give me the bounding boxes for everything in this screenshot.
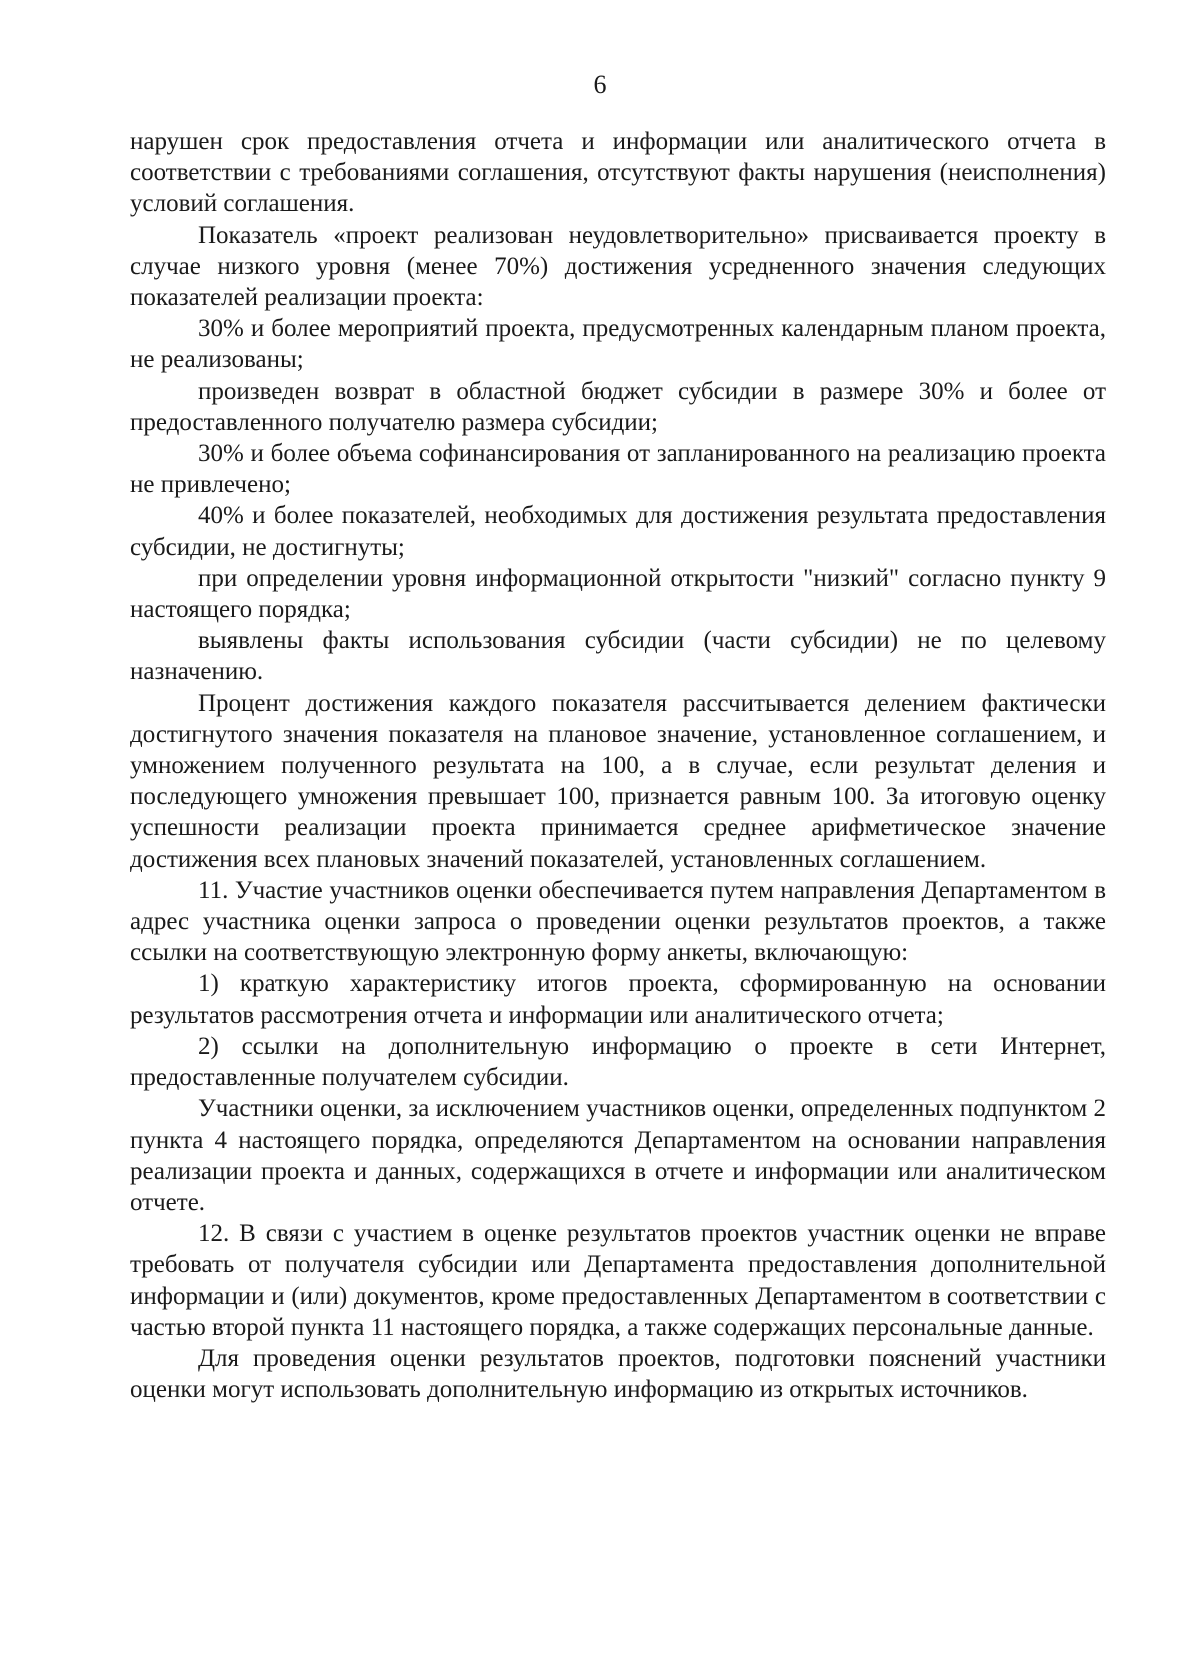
clause-11-item-1: 1) краткую характеристику итогов проекта, сформированную на основании результатов рассмотрения отчета и информации или аналитического отчета; xyxy=(130,970,1106,1029)
list-item-cofinancing: 30% и более объема софинансирования от запланированного на реализацию проекта не привлечено; xyxy=(130,440,1106,499)
list-item-indicators-not-achieved: 40% и более показателей, необходимых для достижения результата предоставления субсидии, не достигнуты; xyxy=(130,502,1106,561)
list-item-misuse: выявлены факты использования субсидии (части субсидии) не по целевому назначению. xyxy=(130,627,1106,686)
list-item-low-openness: при определении уровня информационной открытости "низкий" согласно пункту 9 настоящего порядка; xyxy=(130,564,1106,624)
paragraph-participants: Участники оценки, за исключением участников оценки, определенных подпунктом 2 пункта 4 настоящего порядка, определяются Департаментом на основании направления реализации проекта и данных, содержащихся в отчете и информации или аналитическом отчете. xyxy=(130,1095,1106,1216)
list-item-subsidy-return: произведен возврат в областной бюджет субсидии в размере 30% и более от предоставленного получателю размера субсидии; xyxy=(130,377,1106,436)
clause-11-item-2: 2) ссылки на дополнительную информацию о проекте в сети Интернет, предоставленные получателем субсидии. xyxy=(130,1032,1106,1092)
paragraph-achievement-percent: Процент достижения каждого показателя рассчитывается делением фактически достигнутого значения показателя на плановое значение, установленное соглашением, и умножением полученного результата на 100, а в случае, если результат деления и последующего умножения превышает 100, признается равным 100. За итоговую оценку успешности реализации проекта принимается среднее арифметическое значение достижения всех плановых значений показателей, установленных соглашением. xyxy=(130,689,1106,873)
paragraph-open-sources: Для проведения оценки результатов проектов, подготовки пояснений участники оценки могут использовать дополнительную информацию из открытых источников. xyxy=(130,1344,1106,1404)
page-number: 6 xyxy=(593,70,607,99)
clause-11: 11. Участие участников оценки обеспечивается путем направления Департаментом в адрес участника оценки запроса о проведении оценки результатов проектов, а также ссылки на соответствующую электронную форму анкеты, включающую: xyxy=(130,876,1106,967)
list-item-events-not-implemented: 30% и более мероприятий проекта, предусмотренных календарным планом проекта, не реализованы; xyxy=(130,315,1106,374)
paragraph-unsatisfactory-criteria: Показатель «проект реализован неудовлетворительно» присваивается проекту в случае низкого уровня (менее 70%) достижения усредненного значения следующих показателей реализации проекта: xyxy=(130,221,1106,312)
clause-12: 12. В связи с участием в оценке результатов проектов участник оценки не вправе требовать от получателя субсидии или Департамента предоставления дополнительной информации и (или) документов, кроме предоставленных Департаментом в соответствии с частью второй пункта 11 настоящего порядка, а также содержащих персональные данные. xyxy=(130,1220,1106,1341)
document-body xyxy=(130,126,1106,1405)
paragraph-continuation: нарушен срок предоставления отчета и информации или аналитического отчета в соответствии с требованиями соглашения, отсутствуют факты нарушения (неисполнения) условий соглашения. xyxy=(130,128,1106,218)
